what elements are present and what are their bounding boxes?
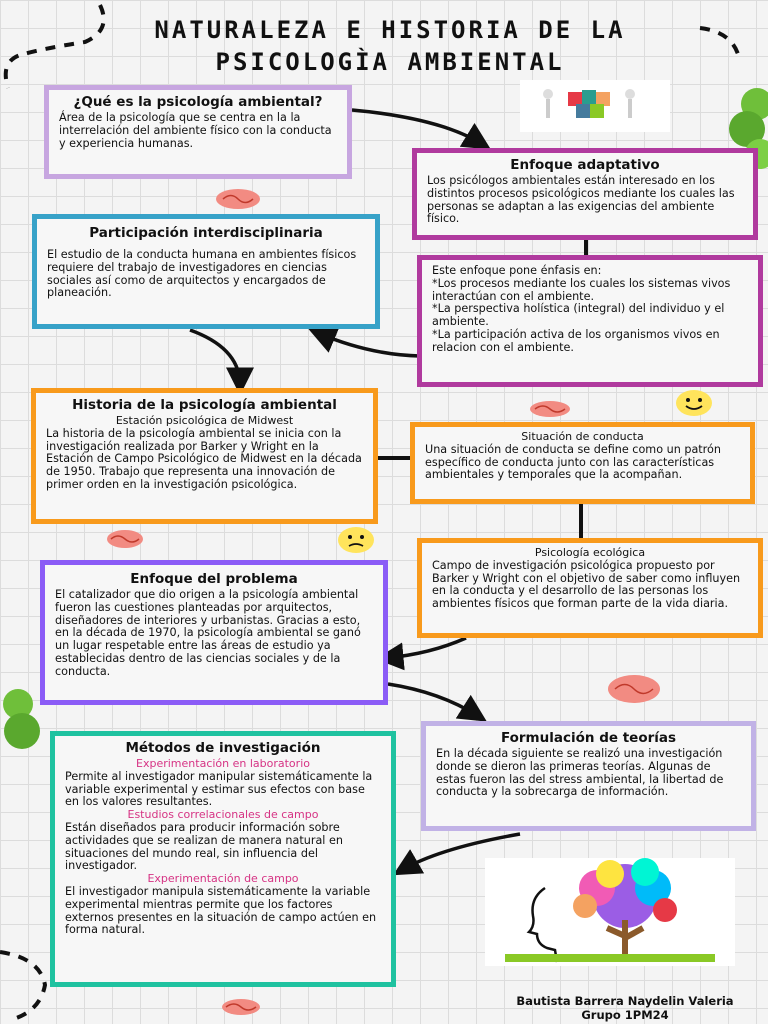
brain-icon: [527, 398, 573, 420]
enfasis-item-3: *La participación activa de los organismos vivos en relacion con el ambiente.: [432, 327, 720, 354]
metodos-sub-1: Experimentación en laboratorio: [136, 757, 310, 770]
enfoque-adaptativo-box: [412, 148, 758, 240]
enfasis-item-1: *Los procesos mediante los cuales los sistemas vivos interactúan con el ambiente.: [432, 276, 731, 303]
brain-icon: [605, 672, 663, 706]
situacion-text: Una situación de conducta se define como un patrón específico de conducta junto con las características ambientales y temporales que la acompañan.: [425, 442, 721, 482]
title-line-1: NATURALEZA E HISTORIA DE LA: [154, 16, 626, 44]
problema-box: [40, 560, 388, 705]
metodos-text-1: Permite al investigador manipular sistemáticamente la variable experimental y estimar sus efectos con base en los valores resultantes.: [65, 769, 373, 809]
metodos-sub-3: Experimentación de campo: [147, 872, 299, 886]
metodos-text-3: El investigador manipula sistemáticamente la variable experimental mientras permite que los factores externos presentes en la situación de campo actúen en forma natural.: [65, 884, 377, 937]
historia-box: [31, 388, 378, 524]
participacion-text: El estudio de la conducta humana en ambientes físicos requiere del trabajo de investigadores en ciencias sociales así como de arquitectos y encargados de planeación.: [47, 248, 357, 300]
historia-heading: Historia de la psicología ambiental: [72, 397, 337, 413]
historia-subheading: Estación psicológica de Midwest: [115, 414, 294, 427]
metodos-text-2: Están diseñados para producir información sobre actividades que se realizan de manera natural en situaciones del mundo real, sin influencia del investigador.: [65, 820, 343, 873]
brain-tree-head-icon: [485, 858, 735, 966]
ecologica-box: [417, 538, 763, 638]
confused-face-icon: [336, 525, 376, 555]
enfoque-adaptativo-heading: Enfoque adaptativo: [510, 157, 660, 173]
enfasis-box: [417, 255, 763, 387]
que-es-text: Área de la psicología que se centra en la la interrelación del ambiente físico con la conducta y experiencia humanas.: [59, 111, 332, 150]
participacion-heading: Participación interdisciplinaria: [89, 225, 323, 241]
participacion-box: [32, 214, 380, 329]
situacion-subheading: Situación de conducta: [521, 430, 644, 443]
author-name: Bautista Barrera Naydelin Valeria: [516, 994, 734, 1008]
enfasis-intro: Este enfoque pone énfasis en:: [432, 264, 602, 277]
que-es-box: [44, 85, 352, 179]
formulacion-box: [421, 721, 756, 831]
historia-text: La historia de la psicología ambiental se inicia con la investigación realizada por Barker y Wright en la Estación de Campo Psicológico de Midwest en la década de 1950. Trabajo que representa una innovación de primer orden en la investigación psicológica.: [46, 426, 362, 491]
problema-text: El catalizador que dio origen a la psicología ambiental fueron las cuestiones planteadas por arquitectos, diseñadores de interiores y urbanistas. Gracias a esto, en la década de 1970, la psicología ambiental se ganó un lugar respetable entre las áreas de estudio ya establecidas dentro de las ciencias sociales y de la conducta.: [55, 588, 361, 678]
enfoque-adaptativo-text: Los psicólogos ambientales están interesado en los distintos procesos psicológicos mediante los cuales las personas se adaptan a las exigencias del ambiente físico.: [427, 174, 735, 226]
metodos-heading: Métodos de investigación: [125, 740, 321, 756]
title-line-2: PSICOLOGÌA AMBIENTAL: [215, 48, 565, 76]
brain-icon: [105, 527, 145, 551]
ecologica-subheading: Psicología ecológica: [534, 546, 646, 559]
puzzle-people-icon: [520, 80, 670, 132]
que-es-heading: ¿Qué es la psicología ambiental?: [73, 94, 323, 110]
situacion-box: [410, 422, 755, 504]
formulacion-heading: Formulación de teorías: [500, 730, 677, 746]
metodos-sub-2: Estudios correlacionales de campo: [127, 808, 319, 822]
author-group: Grupo 1PM24: [581, 1008, 669, 1022]
brain-icon: [213, 186, 263, 212]
problema-heading: Enfoque del problema: [130, 571, 298, 587]
smiley-face-icon: [674, 388, 714, 418]
brain-icon: [220, 996, 262, 1018]
author-footer: [480, 994, 768, 1022]
formulacion-text: En la década siguiente se realizó una investigación donde se dieron las primeras teorías. Algunas de estas fueron las del stress ambiental, la libertad de conducta y la sobrecarga de información.: [436, 747, 724, 799]
ecologica-text: Campo de investigación psicológica propuesto por Barker y Wright con el objetivo de saber como influyen en la conducta y el desarrollo de las personas los ambientes físicos que forman parte de la vida diaria.: [432, 558, 741, 611]
enfasis-item-2: *La perspectiva holística (integral) del individuo y el ambiente.: [432, 302, 725, 329]
metodos-box: [50, 731, 396, 987]
page-title: [90, 14, 690, 78]
